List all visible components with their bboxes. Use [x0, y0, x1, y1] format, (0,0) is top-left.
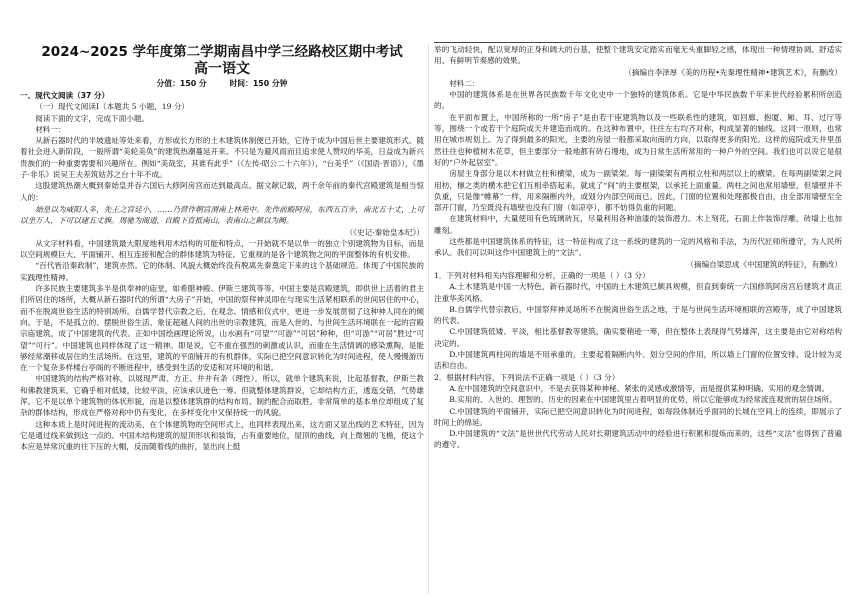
instruction: 阅读下面的文字，完成下面小题。 [35, 113, 150, 123]
sub-heading: （一）现代文阅读Ⅰ（本题共 5 小题，19 分） [35, 102, 190, 112]
exam-title: 2024~2025 学年度第二学期南昌中学三经路校区期中考试 [41, 44, 403, 60]
question-1-option-d: D.中国建筑两柱间的墙是不用承重的，主要起着隔断内外、划分空间的作用，所以墙上门窗的位置安排，设计较为灵活和自由。 [434, 350, 842, 371]
material-two-label: 材料二： [449, 78, 480, 88]
subject-title: 高一语文 [194, 61, 250, 77]
column-divider [428, 44, 429, 594]
question-2-option-d: D.中国建筑的“文法”是世世代代劳动人民对长期建筑活动中的经验进行积累和提炼而来的，这些“文法”也得到了普遍的遵守。 [434, 429, 842, 450]
question-1-option-c: C.中国建筑低矮、平淡，相比基督教等建筑，确实要稍逊一筹，但在整体上表现得气势雄浑，这主要是由它对称结构决定的。 [434, 327, 842, 348]
question-2-option-b: B.实用的、入世的、理智的、历史的因素在中国建筑里占着明显的优势，所以它能够成为经常流连观赏的居住场所。 [449, 395, 837, 405]
paragraph: 在建筑材料中，大量使用有色琉璃砖瓦，尽量利用各种油漆的装饰潜力。木上刻花，石面上作装饰浮雕，砖墙上也加雕刻。 [434, 214, 842, 235]
quote-source: （《史记·秦始皇本纪》） [345, 227, 424, 237]
score-info: 分值：150 分 [156, 79, 207, 88]
paragraph: 举的飞动轻快，配以宽厚的正身和阔大的台基，使整个建筑安定踏实而毫无头重脚轻之感，体现出一种情理协调、舒适实用、有鲜明节奏感的效果。 [434, 45, 842, 66]
question-2-option-a: A.在中国建筑的空间意识中，不是去获得某种神秘、紧张的灵感或激情等，而是提供某种明确、实用的观念情调。 [449, 383, 830, 393]
paragraph: 从文字材料看，中国建筑最大限度地利用木结构的可能和特点，一开始就不是以单一的独立个别建筑物为目标，而是以空间规模巨大、平面铺开、相互连接和配合的群体建筑为特征。它重视的是各个建筑物之间的平面整体的有机安排。 [20, 238, 424, 260]
question-1: 1．下列对材料相关内容理解和分析，正确的一项是（ ）（3 分） [434, 270, 650, 280]
exam-meta [20, 78, 424, 90]
paragraph: 中国的建筑体系是在世界各民族数千年文化史中一个独特的建筑体系。它是中华民族数千年来世代经验累积所创造的。 [434, 90, 842, 111]
paragraph: “百代皆沿秦政制”，建筑亦然。它的体制、风貌大概始终没有脱离先秦奠定下来的这个基础规范。体现了中国民族的实践理性精神。 [20, 261, 424, 282]
paragraph: 房屋主身部分是以木材做立柱和横梁，成为一副梁架。每一副梁架有两根立柱和两层以上的横梁。在每两副梁架之间用枋，檩之类的横木把它们互相牵搭起来，就成了“间”的主要框架，以承托上面重量。两柱之间也常用墙壁，但墙壁并不负重，只是像“帷幕”一样，用来隔断内外，或划分内部空间而已。因此，门窗的位置和处理都极自由，由全部用墙壁至全部开门窗，乃至既没有墙壁也没有门窗（如凉亭），都不妨得负重的问题。 [434, 169, 842, 213]
paragraph: 这些都是中国建筑体系的特征，这一特征构成了这一系统的建筑的一定的风格和手法，为历代匠师所遵守，为人民所承认。我们可以叫这作中国建筑上的“文法”。 [434, 237, 842, 258]
paragraph: 中国建筑的结构严格对称，以展现严肃、方正、井井有条（理性）。所以，就单个建筑来说，比起基督教、伊斯兰教和佛教建筑来，它确乎相对低矮，比较平淡，应该承认逊色一筹。但就整体建筑群说，它却结构方正，逶迤交错，气势雄浑。它不是以单个建筑物的体状形貌，而是以整体建筑群的结构布局、制约配合而取胜。非常简单的基本单位却组成了复杂的群体结构，形成在严格对称中仍有变化，在多样变化中又保持统一的风貌。 [20, 374, 424, 418]
source-note: （摘编自梁思成《中国建筑的特征》，有删改） [686, 259, 842, 269]
source-note: （摘编自李泽厚《美的历程•先秦理性精神•建筑艺术》，有删改） [624, 67, 842, 77]
top-rule [434, 42, 842, 43]
paragraph: 从新石器时代的半坡遗址等处来看，方形或长方形的土木建筑体制便已开始，它待于成为中国后世主要建筑形式。随着社会进入新阶段，一般所谓“美轮美奂”的建筑热潮蔓延开来。不只是为避风雨而且追求使人赞叹的华美，日益成为新兴贵族们的一种重要需要和兴趣所在。例如“美哉室，其谁有此乎”（《左传·昭公二十六年》），“台美乎”（《国语·晋语》），《墨子·非乐》说吴王夫差筑姑苏之台十年不成。 [20, 136, 424, 180]
question-1-option-b: B.自儒学代替宗教后，中国祭拜神灵场所不在脱离世俗生活之地，于是与世间生活环境相联的宫殿等，成了中国建筑的代表。 [434, 304, 842, 326]
time-info: 时间：150 分钟 [229, 79, 288, 88]
paragraph: 这种本质上是时间进程的流动美，在个体建筑物的空间形式上，也同样表现出来，这方面又显出线的艺术特征，因为它是通过线来做到这一点的。中国木结构建筑的屋顶形状和装饰，占有重要地位，屋顶的曲线，向上微翘的飞檐，使这个本应是异常沉重的往下压的大帽，反而随着线的曲折，显出向上挺 [20, 419, 424, 452]
material-one-label: 材料一： [35, 124, 66, 134]
paragraph: 这股建筑热潮大概到秦始皇并吞六国后大修阿房宫而达到最高点。据文献记载，两千余年前的秦代宫殿建筑是相当惊人的： [20, 181, 424, 202]
left-column [20, 44, 424, 453]
question-2: 2．根据材料内容，下列说法不正确一项是（ ）（3 分） [434, 372, 620, 382]
section-heading: 一、现代文阅读（37 分） [20, 91, 110, 100]
paragraph: 许多民族主要建筑多半是供奉神的庙堂，如希腊神殿、伊斯兰建筑等等。中国主要是宫殿建筑，即供世上活着的君主们所居住的场所，大概从新石器时代的所谓“大房子”开始，中国的祭拜神灵即在与现实生活紧相联系的世间居住的中心，而不在脱离世俗生活的特别场所。自儒学替代宗教之后，在观念、情感和仪式中，更进一步发展贯彻了这种神人同在的倾向。于是，不是孤立的、摆脱世俗生活、象征超越人间的出世的宗教建筑，而是入世的、与世间生活环境联在一起的宫殿宗庙建筑，成了中国建筑的代表。正如中国绘画理论所说，山水画有“可望”“可游”“可居”种种，但“可游”“可居”胜过“可望”“可行”。中国建筑也同样体现了这一精神。即是说，它不重在强烈的刺激或认识，而重在生活情调的感染熏陶，是能够经常潮移或居住的生活场所。在这里，建筑的平面铺开的有机群体，实际已把空间意识转化为时间进程，使人慢慢游历在一个复杂多样楼台亭阁的不断进程中，感受到生活的安适和对环境的和谐。 [20, 284, 424, 373]
question-1-option-a: A.土木建筑是中国一大特色，新石器时代，中国的土木建筑已颇具规模，但直到秦统一六国修筑阿房宫后建筑才真正注重华美风格。 [434, 282, 842, 303]
question-2-option-c: C.中国建筑的平面铺开，实际已把空间意识转化为时间进程，如每段体制近乎面同的长城在空间上的连续，即展示了时间上的绵延。 [434, 406, 842, 427]
right-column [434, 44, 842, 451]
paragraph: 在平面布置上，中国所称的一所“房子”是由若干座建筑物以及一些联系性的建筑，如回廊、抱厦、厢、耳、过厅等等，围绕一个或若干个庭院或天井建造而成的。在这种布置中，往往左右均齐对称，构成显著的轴线。这同一原则，也常用在城市规划上。为了得到最多的阳光，主要的房屋一般都采取向南的方向，以取得更多的阳光。这样的庭院或天井里虽然往往也种植树木花草，但主要部分一般地都有砖石墁地，成为日常生活所常用的一种户外的空间。我们也可以说它是很好的“户外起居室”。 [434, 112, 842, 167]
quote-block: 始皇以为咸阳人多，先王之宫廷小，……乃营作朝宫渭南上林苑中。先作前殿阿房，东西五百步，南北五十丈，上可以坐万人，下可以建五丈旗。周驰为阁道，自殿下直抵南山，表南山之颠以为阙。 [20, 204, 424, 226]
